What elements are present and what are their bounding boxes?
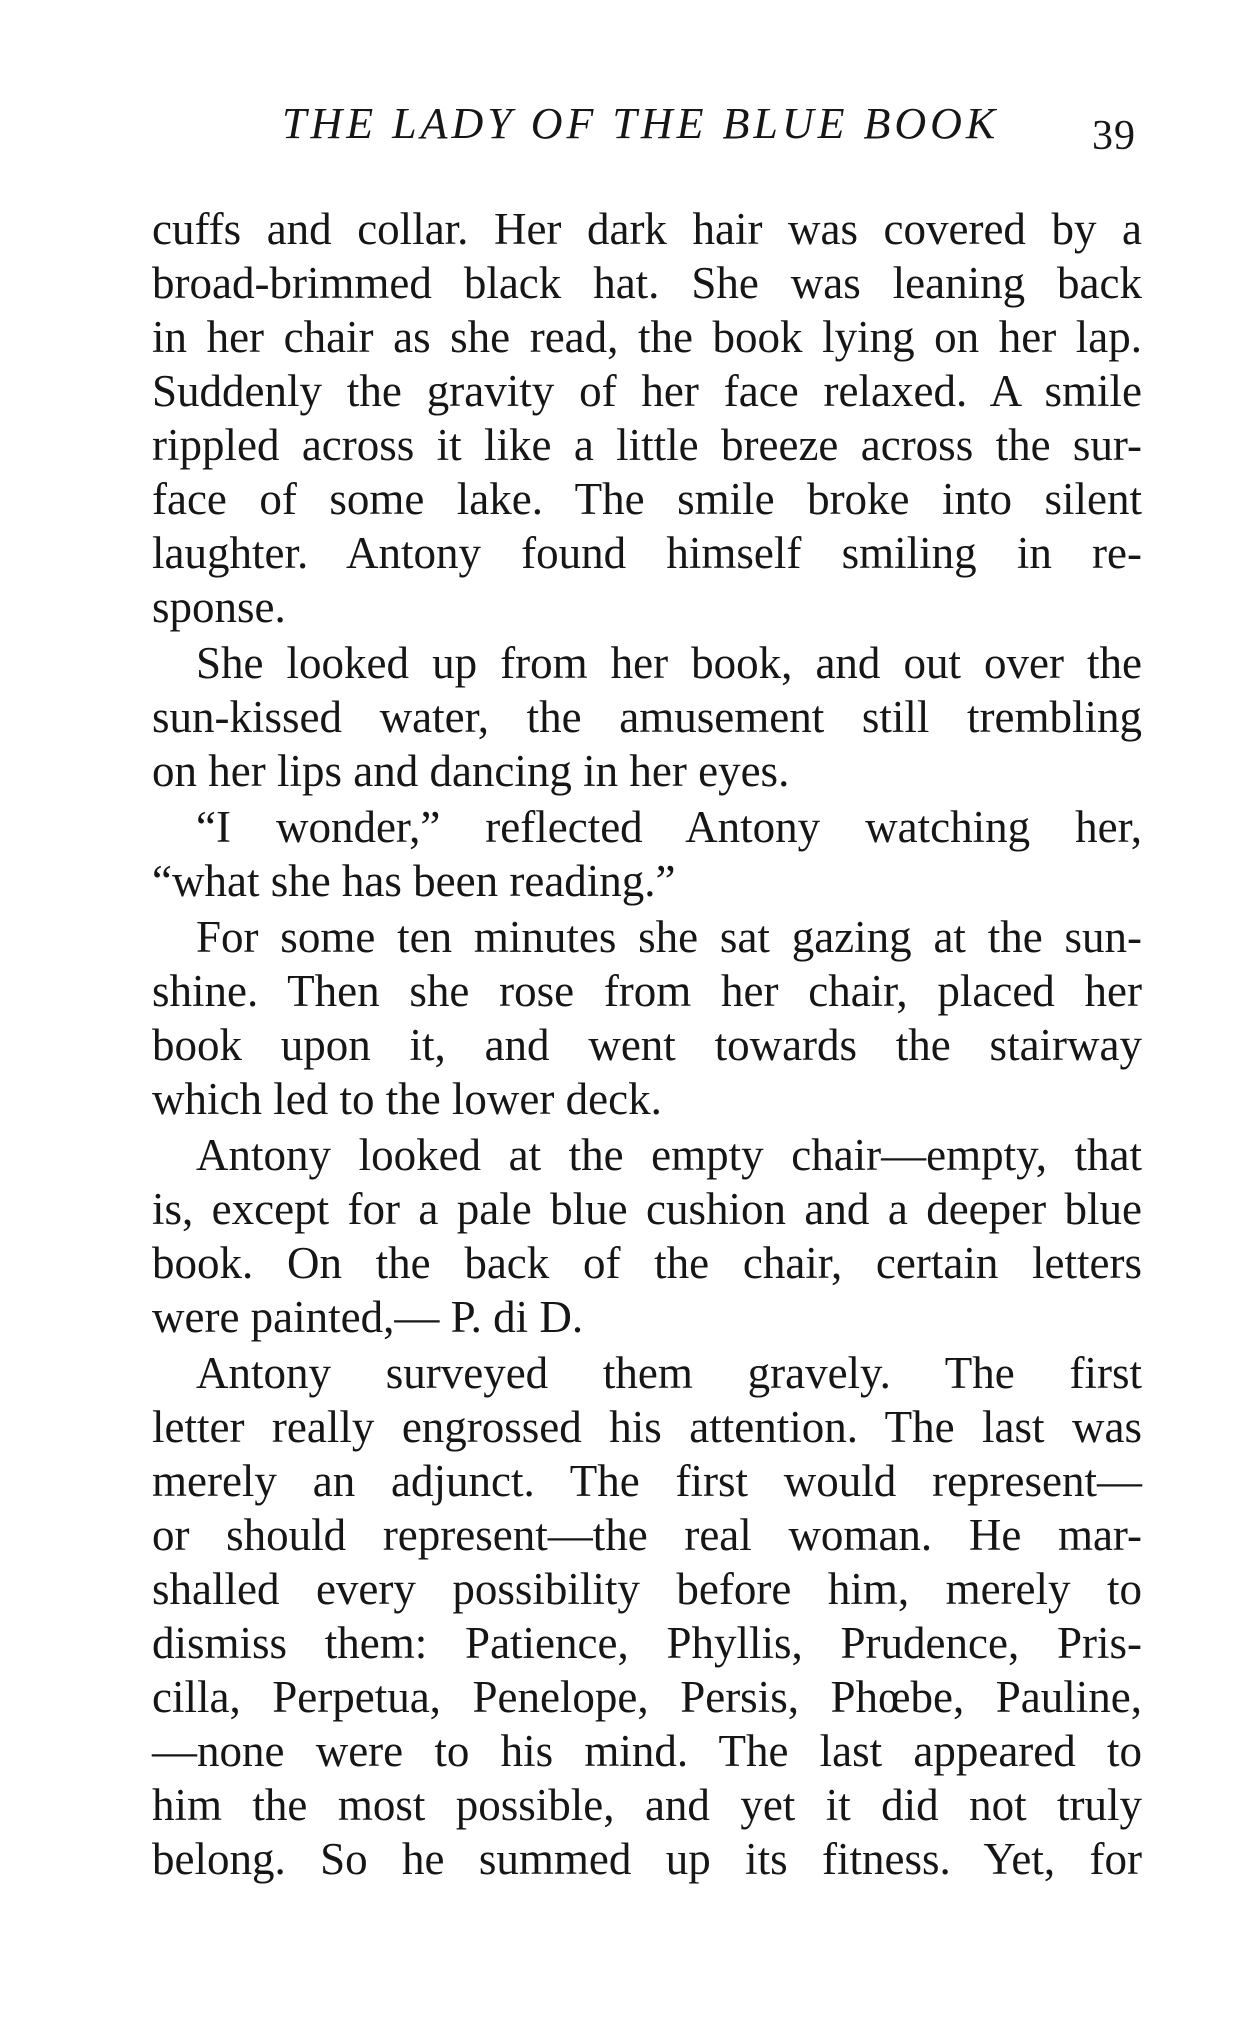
text-line: “I wonder,” reflected Antony watching her, — [196, 802, 1142, 852]
text-line: Antony looked at the empty chair—empty, that — [196, 1130, 1142, 1180]
text-line: cilla, Perpetua, Penelope, Persis, Phœbe, Pauline, — [152, 1672, 1142, 1722]
text-line: broad-brimmed black hat. She was leaning back — [152, 258, 1142, 308]
text-line: which led to the lower deck. — [152, 1074, 662, 1124]
text-line: dismiss them: Patience, Phyllis, Prudence, Pris- — [152, 1618, 1142, 1668]
text-line: shalled every possibility before him, merely to — [152, 1564, 1142, 1614]
text-line: letter really engrossed his attention. The last was — [152, 1402, 1142, 1452]
text-line: sun-kissed water, the amusement still trembling — [152, 692, 1142, 742]
text-line: in her chair as she read, the book lying on her lap. — [152, 312, 1142, 362]
text-line: For some ten minutes she sat gazing at the sun- — [196, 912, 1142, 962]
text-line: were painted,— P. di D. — [152, 1292, 584, 1342]
text-line: sponse. — [152, 582, 286, 632]
text-line: merely an adjunct. The first would represent— — [152, 1456, 1142, 1506]
text-line: Suddenly the gravity of her face relaxed. A smile — [152, 366, 1142, 416]
text-line: or should represent—the real woman. He mar- — [152, 1510, 1142, 1560]
text-line: rippled across it like a little breeze across the sur- — [152, 420, 1142, 470]
text-line: on her lips and dancing in her eyes. — [152, 746, 790, 796]
text-line: —none were to his mind. The last appeared to — [152, 1726, 1142, 1776]
text-line: belong. So he summed up its fitness. Yet, for — [152, 1834, 1142, 1884]
text-line: cuffs and collar. Her dark hair was covered by a — [152, 204, 1142, 254]
text-line: face of some lake. The smile broke into silent — [152, 474, 1142, 524]
text-line: Antony surveyed them gravely. The first — [196, 1348, 1142, 1398]
text-line: book upon it, and went towards the stairway — [152, 1020, 1142, 1070]
text-line: laughter. Antony found himself smiling in re- — [152, 528, 1142, 578]
text-line: him the most possible, and yet it did not truly — [152, 1780, 1142, 1830]
page-number: 39 — [1092, 113, 1136, 159]
running-title: THE LADY OF THE BLUE BOOK — [282, 99, 1000, 148]
text-line: shine. Then she rose from her chair, placed her — [152, 966, 1142, 1016]
text-line: book. On the back of the chair, certain letters — [152, 1238, 1142, 1288]
text-line: She looked up from her book, and out over the — [196, 638, 1142, 688]
text-line: is, except for a pale blue cushion and a deeper blue — [152, 1184, 1142, 1234]
text-line: “what she has been reading.” — [152, 856, 676, 906]
